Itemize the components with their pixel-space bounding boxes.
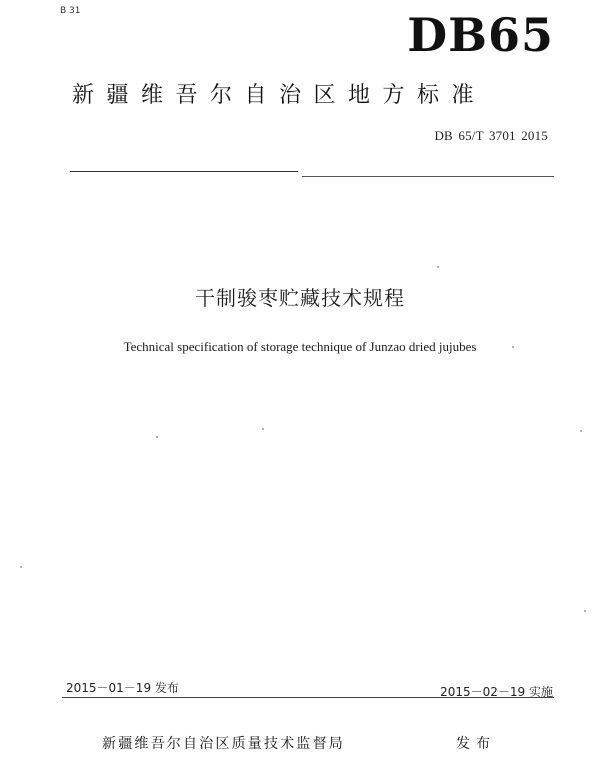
classification-code: B 31: [60, 6, 81, 16]
scan-speck: [512, 346, 514, 348]
scan-speck: [584, 610, 586, 612]
standard-number: DB 65/T 3701 2015: [434, 128, 548, 143]
scan-speck: [580, 430, 582, 432]
issuer-region-title: 新疆维吾尔自治区地方标准: [72, 83, 487, 108]
publisher-name: 新疆维吾尔自治区质量技术监督局: [102, 736, 345, 752]
implementation-date: 2015－02－19 实施: [440, 685, 553, 699]
document-title-english: Technical specification of storage technique of Junzao dried jujubes: [123, 339, 477, 354]
scan-speck: [437, 266, 439, 268]
header-divider-left: [70, 171, 298, 172]
scan-speck: [262, 428, 264, 430]
standard-mark: DB65: [407, 8, 554, 62]
scan-speck: [156, 436, 158, 438]
scan-speck: [20, 566, 22, 568]
header-divider-right: [302, 176, 554, 177]
publish-date: 2015－01－19 发布: [66, 681, 179, 695]
document-title-chinese: 干制骏枣贮藏技术规程: [195, 286, 405, 310]
footer-divider: [62, 697, 554, 698]
publish-label: 发布: [456, 736, 496, 752]
